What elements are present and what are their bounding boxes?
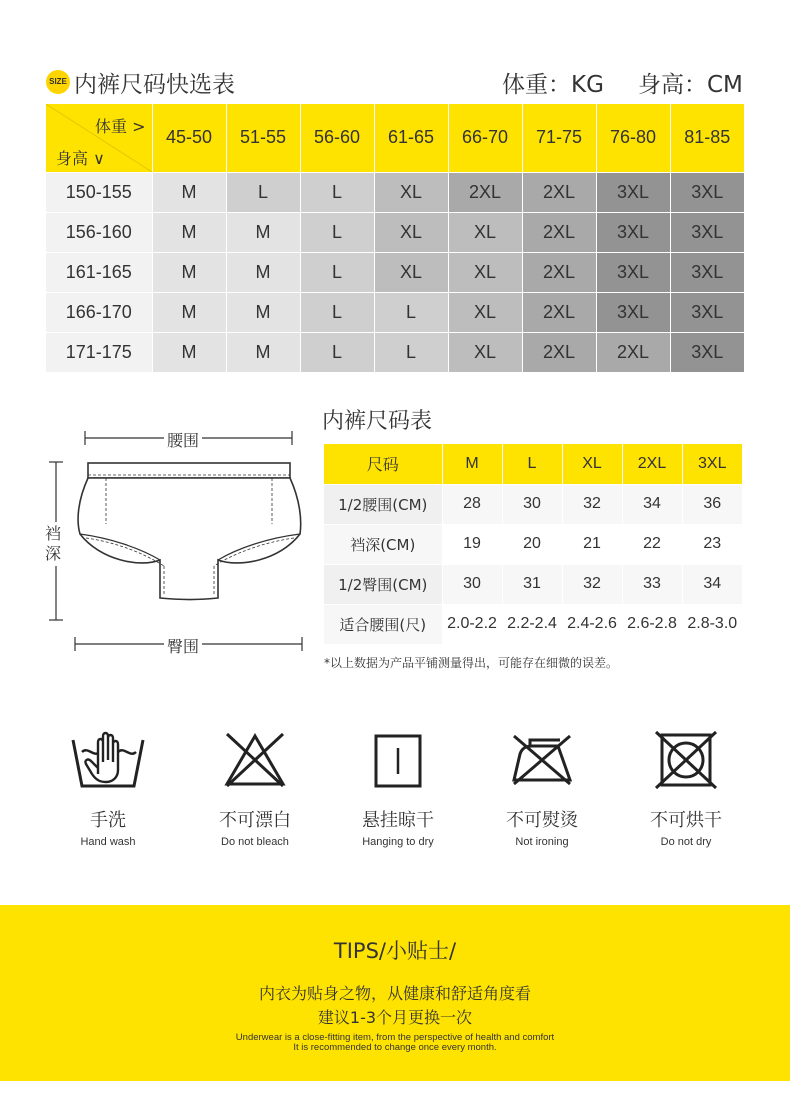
height-cell: 156-160 bbox=[46, 212, 152, 252]
rise-label: 裆深 bbox=[45, 522, 67, 566]
quick-table-header bbox=[46, 62, 746, 102]
measure-label: 1/2臀围(CM) bbox=[324, 564, 442, 604]
underwear-outline-icon bbox=[40, 420, 310, 665]
size-header: L bbox=[502, 444, 562, 484]
hang-dry-icon bbox=[368, 730, 428, 790]
height-cell: 161-165 bbox=[46, 252, 152, 292]
quick-table-title: 内裤尺码快选表 bbox=[74, 72, 235, 98]
table-row bbox=[324, 564, 742, 604]
size-cell: M bbox=[152, 252, 226, 292]
weight-unit-label: 体重：KG bbox=[502, 72, 604, 98]
size-cell: 2XL bbox=[522, 172, 596, 212]
table-row bbox=[46, 332, 744, 372]
measure-value: 31 bbox=[502, 564, 562, 604]
care-label: 悬挂晾干 bbox=[362, 810, 434, 831]
size-cell: 3XL bbox=[596, 172, 670, 212]
size-cell: M bbox=[226, 292, 300, 332]
measure-value: 23 bbox=[682, 524, 742, 564]
weight-header: 71-75 bbox=[522, 104, 596, 172]
care-label-en: Hanging to dry bbox=[362, 836, 434, 848]
weight-header: 51-55 bbox=[226, 104, 300, 172]
care-label: 不可漂白 bbox=[219, 810, 291, 831]
no-bleach-icon bbox=[223, 730, 287, 790]
measure-value: 36 bbox=[682, 484, 742, 524]
size-cell: M bbox=[226, 252, 300, 292]
size-cell: XL bbox=[448, 212, 522, 252]
table-row bbox=[324, 604, 742, 644]
size-cell: L bbox=[300, 332, 374, 372]
table-row bbox=[46, 292, 744, 332]
care-item-no-tumble-dry bbox=[626, 730, 746, 848]
table-row bbox=[324, 484, 742, 524]
measure-value: 2.4-2.6 bbox=[562, 604, 622, 644]
weight-header: 61-65 bbox=[374, 104, 448, 172]
measure-value: 33 bbox=[622, 564, 682, 604]
size-cell: XL bbox=[374, 212, 448, 252]
tips-line-en: Underwear is a close-fitting item, from the perspective of health and comfort bbox=[235, 1032, 555, 1043]
measure-label: 适合腰围(尺) bbox=[324, 604, 442, 644]
size-cell: 3XL bbox=[596, 252, 670, 292]
measure-value: 20 bbox=[502, 524, 562, 564]
size-cell: 3XL bbox=[670, 292, 744, 332]
care-label-en: Do not bleach bbox=[221, 836, 289, 848]
table-row bbox=[46, 212, 744, 252]
care-item-no-iron bbox=[482, 730, 602, 848]
hand-wash-icon bbox=[70, 730, 146, 790]
measure-value: 30 bbox=[502, 484, 562, 524]
measure-value: 2.6-2.8 bbox=[622, 604, 682, 644]
size-header: M bbox=[442, 444, 502, 484]
measure-value: 2.8-3.0 bbox=[682, 604, 742, 644]
size-cell: L bbox=[300, 212, 374, 252]
weight-header: 56-60 bbox=[300, 104, 374, 172]
size-cell: 2XL bbox=[448, 172, 522, 212]
table-row bbox=[324, 524, 742, 564]
size-cell: 2XL bbox=[522, 252, 596, 292]
measure-value: 2.2-2.4 bbox=[502, 604, 562, 644]
size-cell: XL bbox=[448, 252, 522, 292]
height-cell: 166-170 bbox=[46, 292, 152, 332]
measure-value: 28 bbox=[442, 484, 502, 524]
size-cell: L bbox=[374, 332, 448, 372]
corner-cell bbox=[46, 104, 152, 172]
waist-label: 腰围 bbox=[164, 428, 202, 451]
height-unit-label: 身高：CM bbox=[638, 72, 743, 98]
size-header: XL bbox=[562, 444, 622, 484]
size-cell: M bbox=[152, 212, 226, 252]
size-cell: 3XL bbox=[596, 292, 670, 332]
height-cell: 171-175 bbox=[46, 332, 152, 372]
table-row bbox=[46, 252, 744, 292]
measure-value: 32 bbox=[562, 564, 622, 604]
measure-label: 裆深(CM) bbox=[324, 524, 442, 564]
size-cell: XL bbox=[374, 172, 448, 212]
size-cell: L bbox=[300, 252, 374, 292]
size-cell: 2XL bbox=[522, 332, 596, 372]
size-cell: 3XL bbox=[596, 212, 670, 252]
size-cell: L bbox=[300, 172, 374, 212]
size-header: 3XL bbox=[682, 444, 742, 484]
weight-header: 81-85 bbox=[670, 104, 744, 172]
size-header: 尺码 bbox=[324, 444, 442, 484]
tips-banner bbox=[0, 905, 790, 1081]
care-label: 不可烘干 bbox=[650, 810, 722, 831]
no-tumble-dry-icon bbox=[654, 730, 718, 790]
corner-weight-label: 体重 > bbox=[95, 117, 146, 136]
size-cell: 2XL bbox=[522, 212, 596, 252]
tips-title: TIPS/小贴士/ bbox=[333, 939, 457, 963]
size-cell: M bbox=[152, 172, 226, 212]
size-cell: L bbox=[374, 292, 448, 332]
care-label: 手洗 bbox=[90, 810, 126, 831]
size-cell: M bbox=[152, 332, 226, 372]
corner-height-label: 身高 ∨ bbox=[56, 149, 105, 168]
measure-value: 34 bbox=[682, 564, 742, 604]
measure-value: 32 bbox=[562, 484, 622, 524]
size-cell: XL bbox=[374, 252, 448, 292]
care-label-en: Hand wash bbox=[80, 836, 136, 848]
weight-header: 76-80 bbox=[596, 104, 670, 172]
no-iron-icon bbox=[510, 730, 574, 790]
hip-label: 臀围 bbox=[164, 634, 202, 657]
weight-header: 66-70 bbox=[448, 104, 522, 172]
size-cell: 3XL bbox=[670, 172, 744, 212]
size-badge: SIZE bbox=[46, 70, 70, 94]
size-table bbox=[324, 444, 742, 644]
measurement-note: *以上数据为产品平铺测量得出，可能存在细微的误差。 bbox=[324, 656, 619, 670]
care-label: 不可熨烫 bbox=[506, 810, 578, 831]
measure-value: 22 bbox=[622, 524, 682, 564]
size-cell: M bbox=[152, 292, 226, 332]
care-item-hand-wash bbox=[48, 730, 168, 848]
size-cell: XL bbox=[448, 292, 522, 332]
size-cell: 2XL bbox=[522, 292, 596, 332]
size-cell: 3XL bbox=[670, 252, 744, 292]
tips-line-en: It is recommended to change once every month. bbox=[293, 1042, 497, 1053]
tips-line: 建议1-3个月更换一次 bbox=[317, 1008, 473, 1027]
care-item-no-bleach bbox=[195, 730, 315, 848]
measurement-diagram bbox=[40, 420, 310, 665]
measure-value: 30 bbox=[442, 564, 502, 604]
care-label-en: Do not dry bbox=[660, 836, 712, 848]
size-cell: 3XL bbox=[670, 332, 744, 372]
care-item-hang-dry bbox=[338, 730, 458, 848]
measure-value: 2.0-2.2 bbox=[442, 604, 502, 644]
size-table-title: 内裤尺码表 bbox=[322, 409, 433, 434]
size-cell: L bbox=[300, 292, 374, 332]
measure-value: 21 bbox=[562, 524, 622, 564]
quick-table-head-row bbox=[46, 104, 744, 172]
size-cell: L bbox=[226, 172, 300, 212]
size-cell: 3XL bbox=[670, 212, 744, 252]
size-cell: M bbox=[226, 212, 300, 252]
quick-size-table bbox=[46, 104, 744, 372]
tips-line: 内衣为贴身之物，从健康和舒适角度看 bbox=[258, 984, 531, 1003]
size-table-head-row bbox=[324, 444, 742, 484]
size-header: 2XL bbox=[622, 444, 682, 484]
measure-value: 34 bbox=[622, 484, 682, 524]
height-cell: 150-155 bbox=[46, 172, 152, 212]
table-row bbox=[46, 172, 744, 212]
weight-header: 45-50 bbox=[152, 104, 226, 172]
measure-label: 1/2腰围(CM) bbox=[324, 484, 442, 524]
size-cell: 2XL bbox=[596, 332, 670, 372]
size-cell: XL bbox=[448, 332, 522, 372]
size-cell: M bbox=[226, 332, 300, 372]
care-label-en: Not ironing bbox=[515, 836, 569, 848]
measure-value: 19 bbox=[442, 524, 502, 564]
